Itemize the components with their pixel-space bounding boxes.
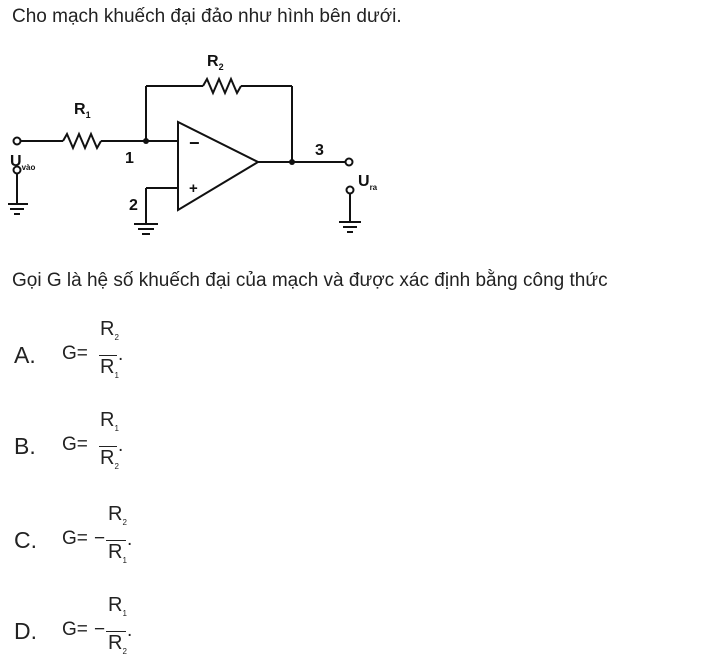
junction-node-3 [289,159,295,165]
u-in-label: $U_{vào}$ [10,153,36,172]
u-out-label: $U_{ra}$ [358,173,378,192]
question-intro: Cho mạch khuếch đại đảo như hình bên dưới. [12,6,402,27]
output-terminal [346,159,353,166]
node-3-label: 3 [315,142,324,159]
r1-resistor [63,134,101,148]
option-letter: B. [14,433,36,459]
r2-label: $R_2$ [207,53,224,72]
option-letter: D. [14,618,37,644]
input-terminal [14,138,21,145]
minus-sign: − [189,133,200,153]
inverting-amplifier-circuit [8,38,398,248]
question-stem: Gọi G là hệ số khuếch đại của mạch và được xác định bằng công thức [12,270,608,291]
option-letter: C. [14,527,37,553]
node-1-label: 1 [125,150,134,167]
plus-sign: + [189,180,198,197]
r2-resistor [203,79,241,93]
node-2-label: 2 [129,197,138,214]
r1-label: $R_1$ [74,101,91,120]
option-letter: A. [14,342,36,368]
junction-node-1 [143,138,149,144]
